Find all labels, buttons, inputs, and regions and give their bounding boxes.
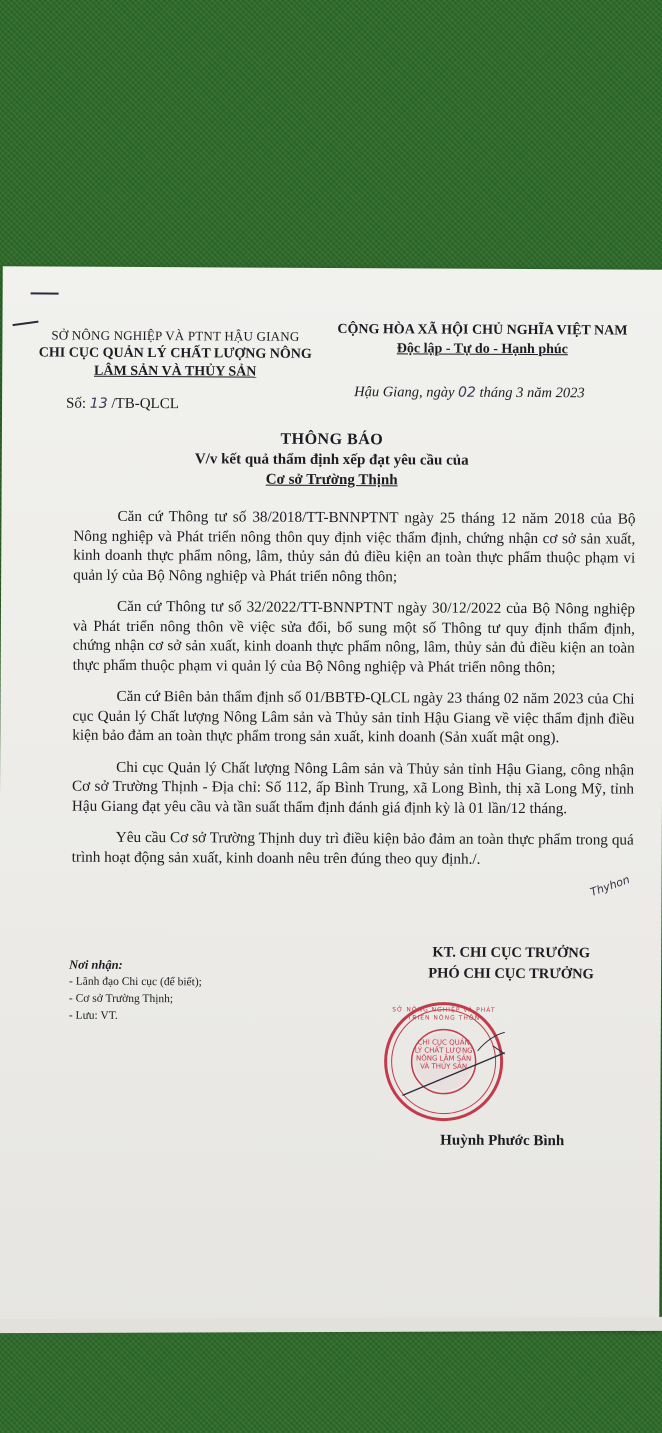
document-date: Hậu Giang, ngày 02 tháng 3 năm 2023 (354, 384, 585, 402)
signer-name: Huỳnh Phước Bình (440, 1132, 565, 1150)
body-paragraph: Căn cứ Thông tư số 38/2018/TT-BNNPTNT ngày 25 tháng 12 năm 2018 của Bộ Nông nghiệp và Phát triển nông thôn quy định việc thẩm định, chứng nhận cơ sở sản xuất, kinh doanh thực phẩm nông, lâm, thủy sản đủ điều kiện an toàn thực phẩm thuộc phạm vi quản lý của Bộ Nông nghiệp và Phát triển nông thôn; (73, 507, 636, 585)
pen-mark (12, 321, 38, 326)
seal-center-text: CHI CỤC QUẢN LÝ CHẤT LƯỢNG NÔNG LÂM SẢN VÀ THỦY SẢN (414, 1038, 473, 1071)
recipients-list (69, 957, 202, 1026)
official-seal (382, 1000, 505, 1123)
recipient-item: - Lãnh đạo Chi cục (để biết); (69, 975, 202, 989)
paper-edge (0, 1317, 662, 1333)
document-number: Số: 13 /TB-QLCL (66, 395, 179, 413)
issuing-agency-header (30, 326, 320, 382)
recipient-item: - Cơ sở Trường Thịnh; (68, 992, 174, 1006)
body-paragraph: Căn cứ Biên bản thẩm định số 01/BBTĐ-QLCL ngày 23 tháng 02 năm 2023 của Chi cục Quản lý Chất lượng Nông Lâm sản và Thủy sản tỉnh Hậu Giang về việc thẩm định điều kiện bảo đảm an toàn thực phẩm trong sản xuất, kinh doanh (Sản xuất mật ong). (72, 687, 635, 747)
title-entity: Cơ sở Trường Thịnh (265, 471, 398, 489)
body-paragraph: Yêu cầu Cơ sở Trường Thịnh duy trì điều kiện bảo đảm an toàn thực phẩm trong quá trình hoạt động sản xuất, kinh doanh nêu trên đúng theo quy định./. (71, 828, 634, 868)
agency-parent: SỞ NÔNG NGHIỆP VÀ PTNT HẬU GIANG (51, 327, 300, 344)
body-paragraph: Căn cứ Thông tư số 32/2022/TT-BNNPTNT ngày 30/12/2022 của Bộ Nông nghiệp và Phát triển nông thôn về việc sửa đổi, bổ sung một số Thông tư quy định thẩm định, chứng nhận cơ sở sản xuất, kinh doanh thực phẩm nông, lâm, thủy sản đủ điều kiện an toàn thực phẩm thuộc phạm vi quản lý của Bộ Nông nghiệp và Phát triển nông thôn; (72, 597, 636, 676)
national-title: CỘNG HÒA XÃ HỘI CHỦ NGHĨA VIỆT NAM (337, 322, 628, 339)
agency-name-line2: LÂM SẢN VÀ THỦY SẢN (94, 363, 257, 380)
national-motto: Độc lập - Tự do - Hạnh phúc (396, 341, 568, 358)
document-title (122, 429, 542, 491)
title-subject: V/v kết quả thẩm định xếp đạt yêu cầu của (194, 451, 469, 469)
handwritten-number: 13 (89, 395, 108, 412)
seal-outer-text: SỞ NÔNG NGHIỆP VÀ PHÁT TRIỂN NÔNG THÔN (392, 1006, 496, 1022)
document-body (72, 507, 636, 882)
national-header (332, 320, 632, 360)
body-paragraph: Chi cục Quản lý Chất lượng Nông Lâm sản và Thủy sản tỉnh Hậu Giang, công nhận Cơ sở Trường Thịnh - Địa chỉ: Số 112, ấp Bình Trung, xã Long Bình, thị xã Long Mỹ, tỉnh Hậu Giang đạt yêu cầu và tần suất thẩm định đánh giá định kỳ là 01 lần/12 tháng. (71, 758, 635, 817)
signature-block-title: KT. CHI CỤC TRƯỞNG PHÓ CHI CỤC TRƯỞNG (428, 944, 594, 983)
handwritten-day: 02 (458, 384, 476, 401)
document-page (0, 266, 662, 1329)
recipient-item: - Lưu: VT. (68, 1009, 118, 1022)
recipients-heading: Nơi nhận: (69, 957, 123, 972)
initial-signature-mark: Thyhon (588, 872, 632, 899)
pen-mark (31, 292, 59, 294)
title-main: THÔNG BÁO (280, 430, 384, 449)
agency-name-line1: CHI CỤC QUẢN LÝ CHẤT LƯỢNG NÔNG (38, 345, 312, 362)
